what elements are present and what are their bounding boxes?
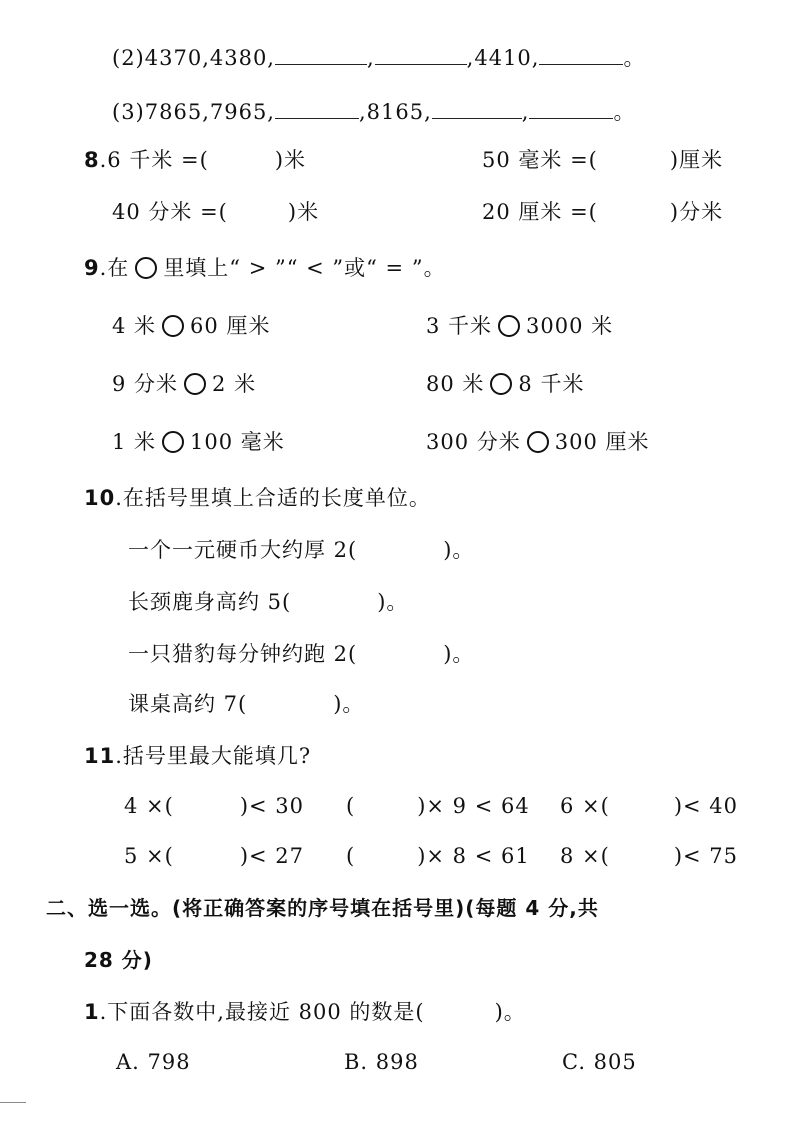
compare-circle[interactable] (498, 315, 520, 337)
q11-item: 5 ×( )< 27 (124, 844, 305, 868)
q11-item: 8 ×( )< 75 (560, 844, 739, 868)
q9-item: 300 分米 300 厘米 (426, 430, 650, 454)
q10-item: 一只猎豹每分钟约跑 2( )。 (128, 642, 475, 666)
option-b[interactable]: B. 898 (344, 1050, 419, 1074)
q11-item: 4 ×( )< 30 (124, 794, 305, 818)
answer-blank[interactable] (539, 44, 623, 65)
q10-title: 10.在括号里填上合适的长度单位。 (84, 486, 431, 510)
choice-q1: 1.下面各数中,最接近 800 的数是( )。 (84, 1000, 526, 1024)
q10-item: 长颈鹿身高约 5( )。 (128, 590, 409, 614)
q9-item: 1 米 100 毫米 (112, 430, 285, 454)
q9-item: 80 米 8 千米 (426, 372, 585, 396)
q7-row-3: (3)7865,7965, ,8165, , 。 (112, 100, 636, 124)
q11-item: ( )× 9 < 64 (346, 794, 530, 818)
q9-title: 9.在 里填上“ > ”“ < ”或“ = ”。 (84, 256, 446, 280)
q9-item: 4 米 60 厘米 (112, 314, 271, 338)
compare-circle[interactable] (490, 373, 512, 395)
section-2-title: 二、选一选。(将正确答案的序号填在括号里)(每题 4 分,共 (46, 896, 599, 920)
circle-icon (135, 257, 157, 279)
answer-blank[interactable] (432, 98, 522, 119)
compare-circle[interactable] (162, 315, 184, 337)
q11-item: 6 ×( )< 40 (560, 794, 739, 818)
q10-item: 课桌高约 7( )。 (128, 692, 365, 716)
q8-item-b: 50 毫米 =( )厘米 (482, 148, 724, 172)
section-2-title-cont: 28 分) (84, 948, 153, 972)
q11-item: ( )× 8 < 61 (346, 844, 530, 868)
answer-blank[interactable] (275, 44, 367, 65)
compare-circle[interactable] (184, 373, 206, 395)
q9-item: 3 千米 3000 米 (426, 314, 614, 338)
answer-blank[interactable] (275, 98, 359, 119)
answer-blank[interactable] (529, 98, 613, 119)
footer-rule (0, 1102, 26, 1103)
q11-title: 11.括号里最大能填几? (84, 744, 312, 768)
q8-item-d: 20 厘米 =( )分米 (482, 200, 724, 224)
q8-item-a: 8.6 千米 =( )米 (84, 148, 307, 172)
option-a[interactable]: A. 798 (116, 1050, 191, 1074)
compare-circle[interactable] (162, 431, 184, 453)
q7-row-2: (2)4370,4380, , ,4410, 。 (112, 46, 646, 70)
q10-item: 一个一元硬币大约厚 2( )。 (128, 538, 475, 562)
q9-item: 9 分米 2 米 (112, 372, 257, 396)
compare-circle[interactable] (527, 431, 549, 453)
option-c[interactable]: C. 805 (562, 1050, 637, 1074)
q8-item-c: 40 分米 =( )米 (112, 200, 320, 224)
answer-blank[interactable] (375, 44, 467, 65)
